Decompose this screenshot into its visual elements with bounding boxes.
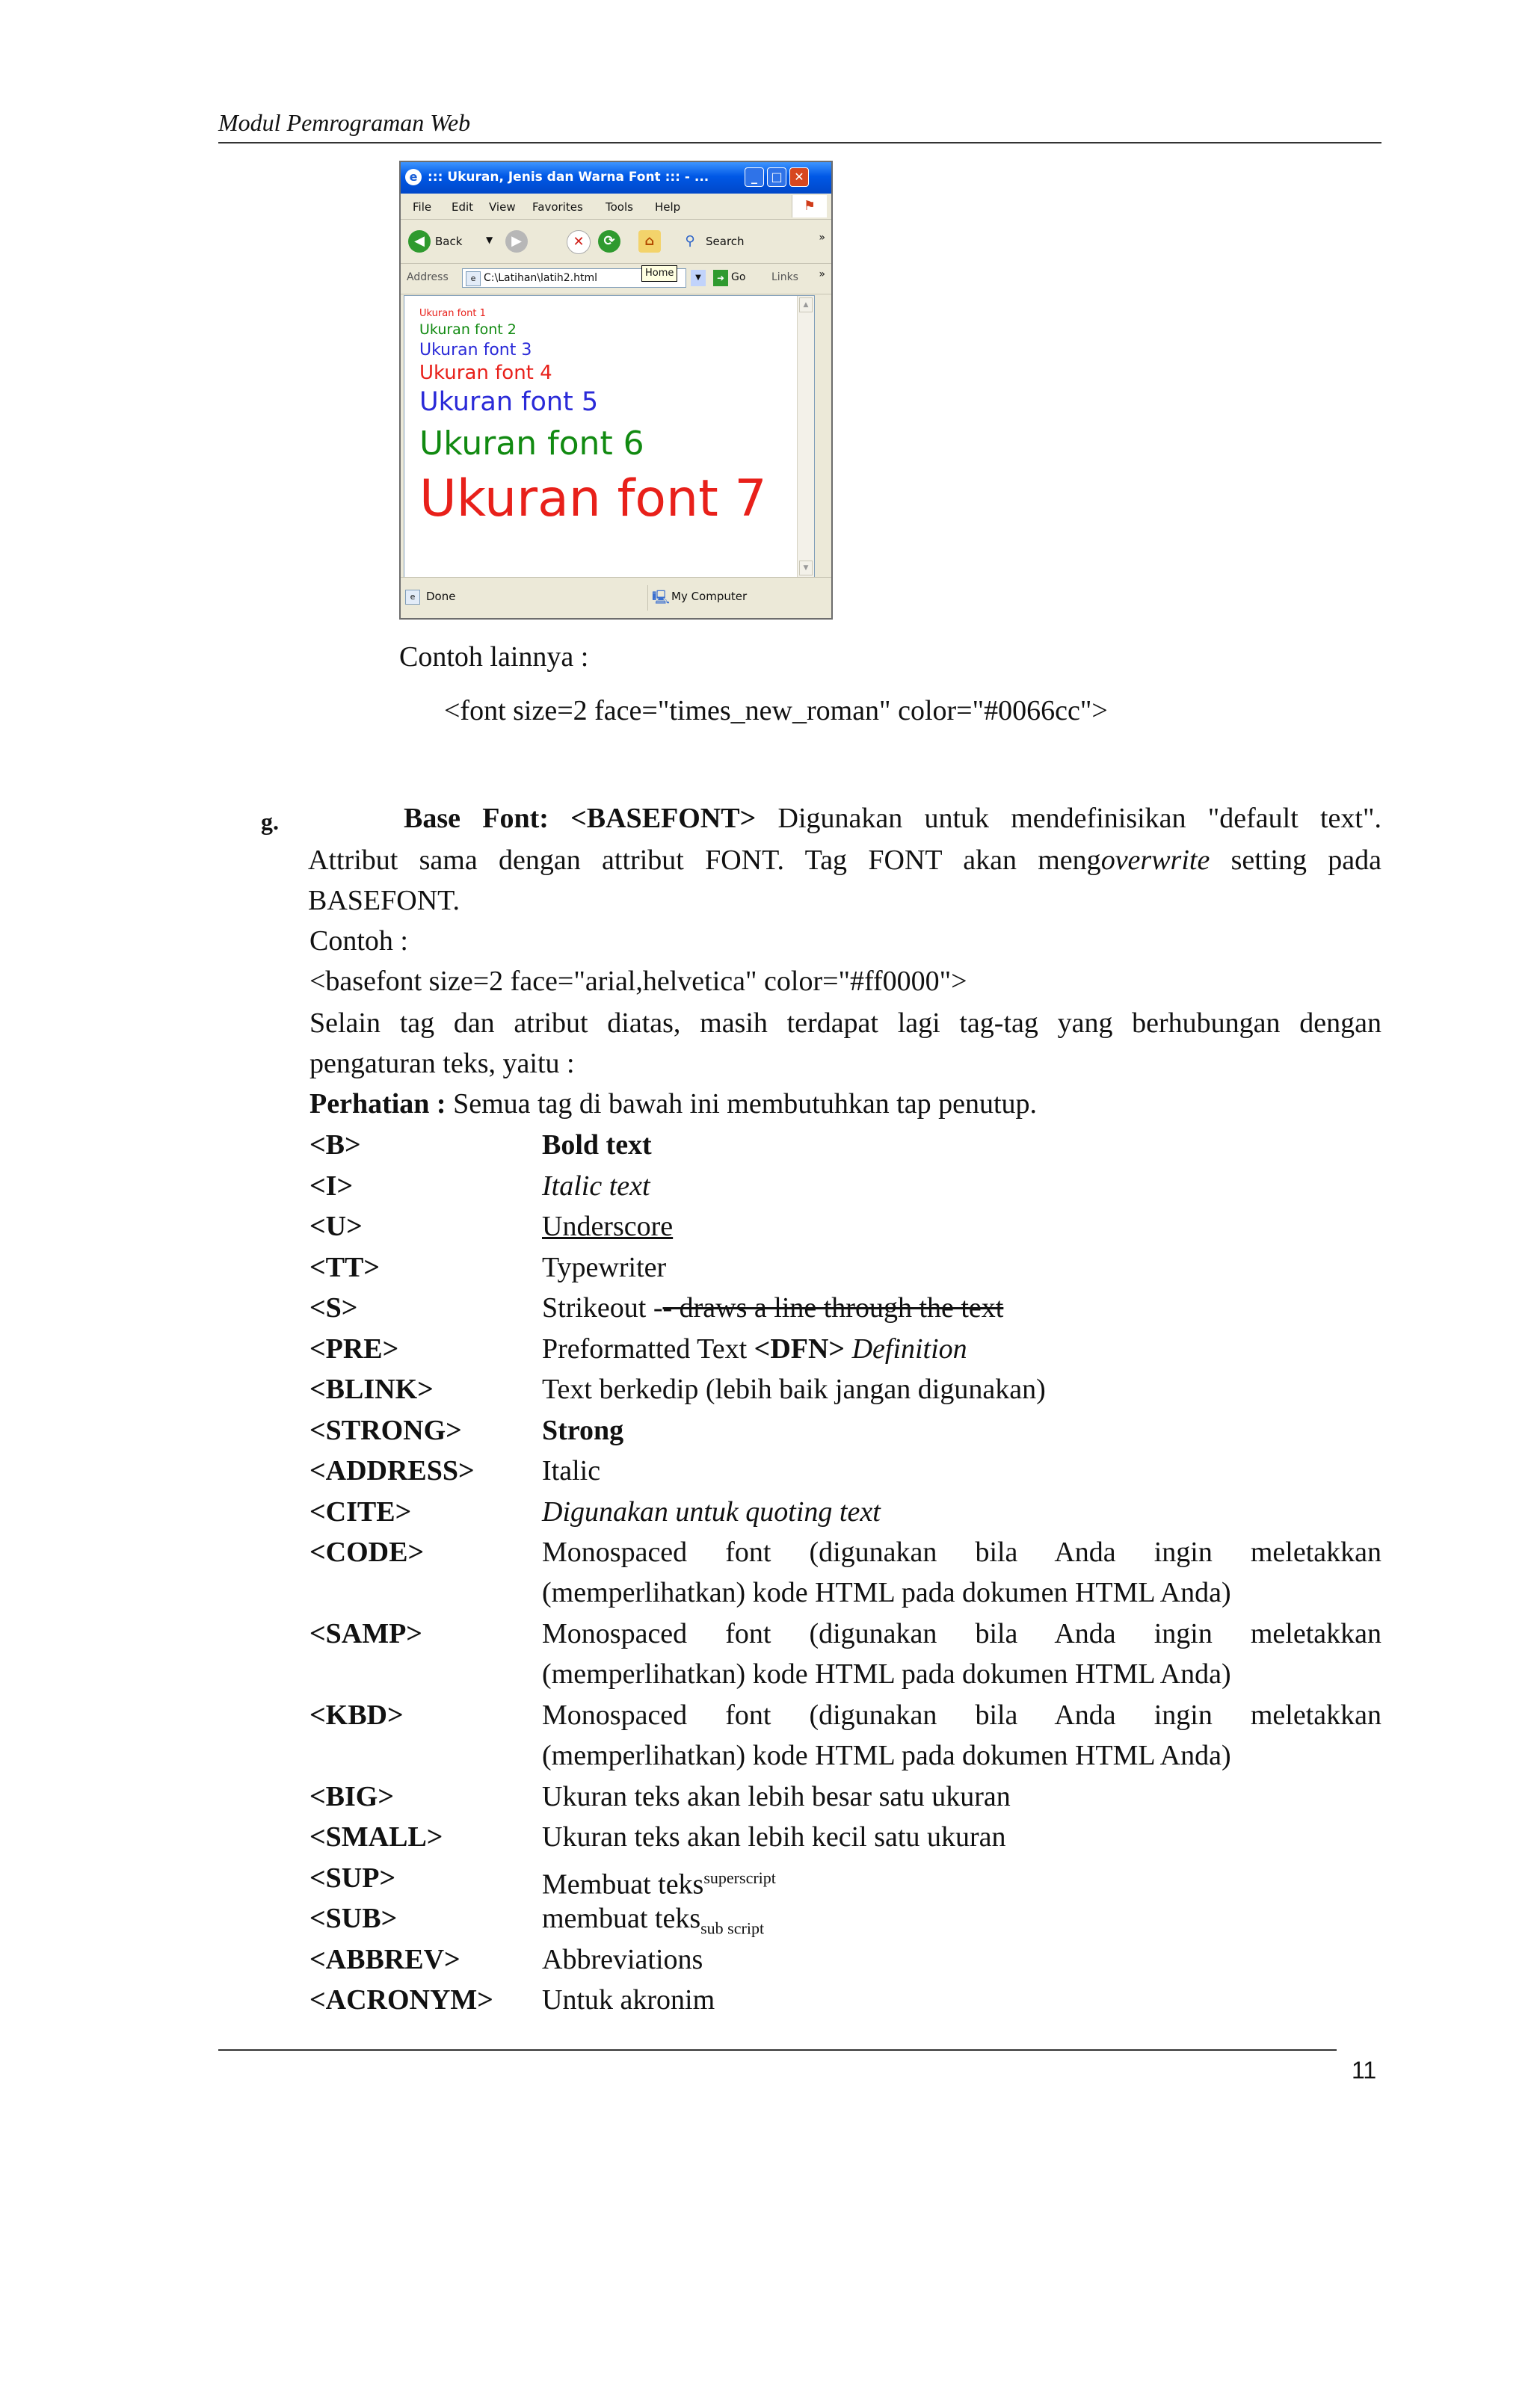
font-sample-3: Ukuran font 3 [419,341,532,359]
subscript-sample: sub script [700,1918,765,1938]
note-text: Semua tag di bawah ini membutuhkan tap penutup. [446,1088,1038,1120]
example-intro: Contoh lainnya : [399,641,589,673]
windows-logo-icon: ⚑ [792,195,827,217]
scroll-up-icon[interactable]: ▲ [799,297,813,312]
section-marker: g. [261,808,279,835]
note-line [309,1084,1037,1124]
dfn-tag: <DFN> [754,1333,845,1365]
address-label: Address [407,271,449,283]
tag-pre: <PRE> [309,1333,399,1365]
desc-sup: Membuat teks$^{superscript}$ [542,1868,776,1901]
tag-big: <BIG> [309,1781,394,1812]
note-label: Perhatian : [309,1088,446,1120]
home-tooltip: Home [641,265,677,282]
desc-kbd-line2: (memperlihatkan) kode HTML pada dokumen HTML Anda) [542,1740,1231,1771]
zone-text: My Computer [671,590,748,603]
desc-code-line1: Monospaced font (digunakan bila Anda ingin meletakkan [542,1537,1381,1568]
go-button-label[interactable]: Go [731,271,746,283]
forward-icon[interactable]: ▶ [505,230,528,253]
section-g-line1 [404,798,1381,839]
desc-i: Italic text [542,1170,650,1202]
browser-toolbar [401,220,831,264]
desc-kbd-line1: Monospaced font (digunakan bila Anda ingin meletakkan [542,1700,1381,1731]
desc-pre: Preformatted Text <DFN> Definition [542,1333,967,1365]
tag-s: <S> [309,1292,358,1324]
browser-titlebar [401,162,831,194]
refresh-icon[interactable]: ⟳ [598,230,620,253]
desc-s: Strikeout -- draws a line through the text [542,1292,1004,1324]
back-icon[interactable]: ◀ [408,230,431,253]
tag-tt: <TT> [309,1252,380,1283]
desc-small: Ukuran teks akan lebih kecil satu ukuran [542,1821,1006,1853]
desc-b: Bold text [542,1129,652,1161]
close-icon[interactable]: ✕ [789,167,809,187]
search-icon[interactable]: ⚲ [685,233,695,249]
desc-abbrev: Abbreviations [542,1944,703,1975]
address-value: C:\Latihan\latih2.html [484,272,597,284]
menu-tools[interactable]: Tools [606,200,633,214]
go-arrow-icon[interactable]: ➜ [713,270,728,286]
basefont-code: <basefont size=2 face="arial,helvetica" color="#ff0000"> [309,966,967,997]
desc-sub: membuat teks$_{sub script}$ [542,1903,765,1938]
tag-address: <ADDRESS> [309,1455,475,1487]
section-g-line1-rest: Digunakan untuk mendefinisikan "default text". [777,803,1381,834]
browser-screenshot-figure [399,161,833,620]
tag-kbd: <KBD> [309,1700,404,1731]
browser-statusbar [401,577,831,618]
example-code-font: <font size=2 face="times_new_roman" color="#0066cc"> [444,695,1108,726]
tag-acronym: <ACRONYM> [309,1984,493,2016]
tag-cite: <CITE> [309,1496,412,1528]
font-sample-4: Ukuran font 4 [419,362,552,384]
paragraph-line1: Selain tag dan atribut diatas, masih terdapat lagi tag-tag yang berhubungan dengan [309,1007,1381,1039]
tag-sup: <SUP> [309,1862,396,1894]
desc-samp-line2: (memperlihatkan) kode HTML pada dokumen HTML Anda) [542,1658,1231,1690]
viewport-scrollbar[interactable] [797,296,814,577]
computer-icon: 🖳 [652,590,671,605]
desc-u: Underscore [542,1211,674,1242]
minimize-icon[interactable]: _ [745,167,764,187]
desc-code-line2: (memperlihatkan) kode HTML pada dokumen HTML Anda) [542,1577,1231,1608]
ie-icon: e [405,169,422,185]
browser-menubar [401,194,831,220]
done-page-icon: e [405,590,420,605]
overwrite-term: overwrite [1100,845,1210,876]
tag-code: <CODE> [309,1537,425,1568]
links-overflow-icon[interactable]: » [819,268,825,280]
font-sample-2: Ukuran font 2 [419,321,517,338]
paragraph-line2: pengaturan teks, yaitu : [309,1048,575,1079]
footer-rule [218,2049,1337,2051]
tag-u: <U> [309,1211,363,1242]
links-label[interactable]: Links [771,271,798,283]
toolbar-overflow-icon[interactable]: » [819,232,825,244]
menu-file[interactable]: File [413,200,432,214]
tag-b: <B> [309,1129,361,1161]
scroll-down-icon[interactable]: ▼ [799,561,813,575]
font-sample-5: Ukuran font 5 [419,387,599,417]
maximize-icon[interactable]: □ [767,167,786,187]
strikeout-text: - draws a line through the text [662,1292,1004,1324]
superscript-sample: superscript [703,1868,776,1887]
menu-view[interactable]: View [489,200,516,214]
status-text: Done [426,590,456,603]
desc-strong: Strong [542,1415,624,1446]
page-number: 11 [1352,2057,1377,2084]
menu-favorites[interactable]: Favorites [532,200,583,214]
tag-strong: <STRONG> [309,1415,462,1446]
section-g-title: Base Font: <BASEFONT> [404,803,757,834]
header-rule [218,142,1381,143]
desc-samp-line1: Monospaced font (digunakan bila Anda ingin meletakkan [542,1618,1381,1649]
home-icon[interactable]: ⌂ [638,230,661,253]
desc-blink: Text berkedip (lebih baik jangan digunakan) [542,1374,1046,1405]
browser-addressbar [401,264,831,294]
section-g-line2: Attribut sama dengan attribut FONT. Tag FONT akan mengoverwrite setting pada [308,845,1381,876]
section-g-line3: BASEFONT. [308,885,460,916]
menu-help[interactable]: Help [655,200,681,214]
back-button-label[interactable]: Back [435,235,463,248]
desc-address: Italic [542,1455,601,1487]
back-dropdown-icon[interactable]: ▼ [486,235,493,245]
font-sample-7: Ukuran font 7 [419,469,767,528]
desc-acronym: Untuk akronim [542,1984,715,2016]
tag-abbrev: <ABBREV> [309,1944,460,1975]
search-button-label[interactable]: Search [706,235,745,248]
tag-samp: <SAMP> [309,1618,422,1649]
font-sample-1: Ukuran font 1 [419,308,486,319]
address-dropdown-icon[interactable]: ▼ [691,270,706,286]
browser-viewport [404,295,815,578]
tag-small: <SMALL> [309,1821,443,1853]
desc-big: Ukuran teks akan lebih besar satu ukuran [542,1781,1011,1812]
browser-window-title: ::: Ukuran, Jenis dan Warna Font ::: - ... [428,170,709,185]
desc-cite: Digunakan untuk quoting text [542,1496,881,1528]
stop-icon[interactable]: ✕ [567,230,591,254]
menu-edit[interactable]: Edit [452,200,474,214]
page-header-title: Modul Pemrograman Web [218,109,471,136]
tag-blink: <BLINK> [309,1374,434,1405]
desc-tt: Typewriter [542,1252,667,1283]
tag-sub: <SUB> [309,1903,398,1934]
page-icon: e [466,271,481,286]
font-sample-6: Ukuran font 6 [419,425,644,463]
contoh-label: Contoh : [309,925,408,957]
tag-i: <I> [309,1170,354,1202]
